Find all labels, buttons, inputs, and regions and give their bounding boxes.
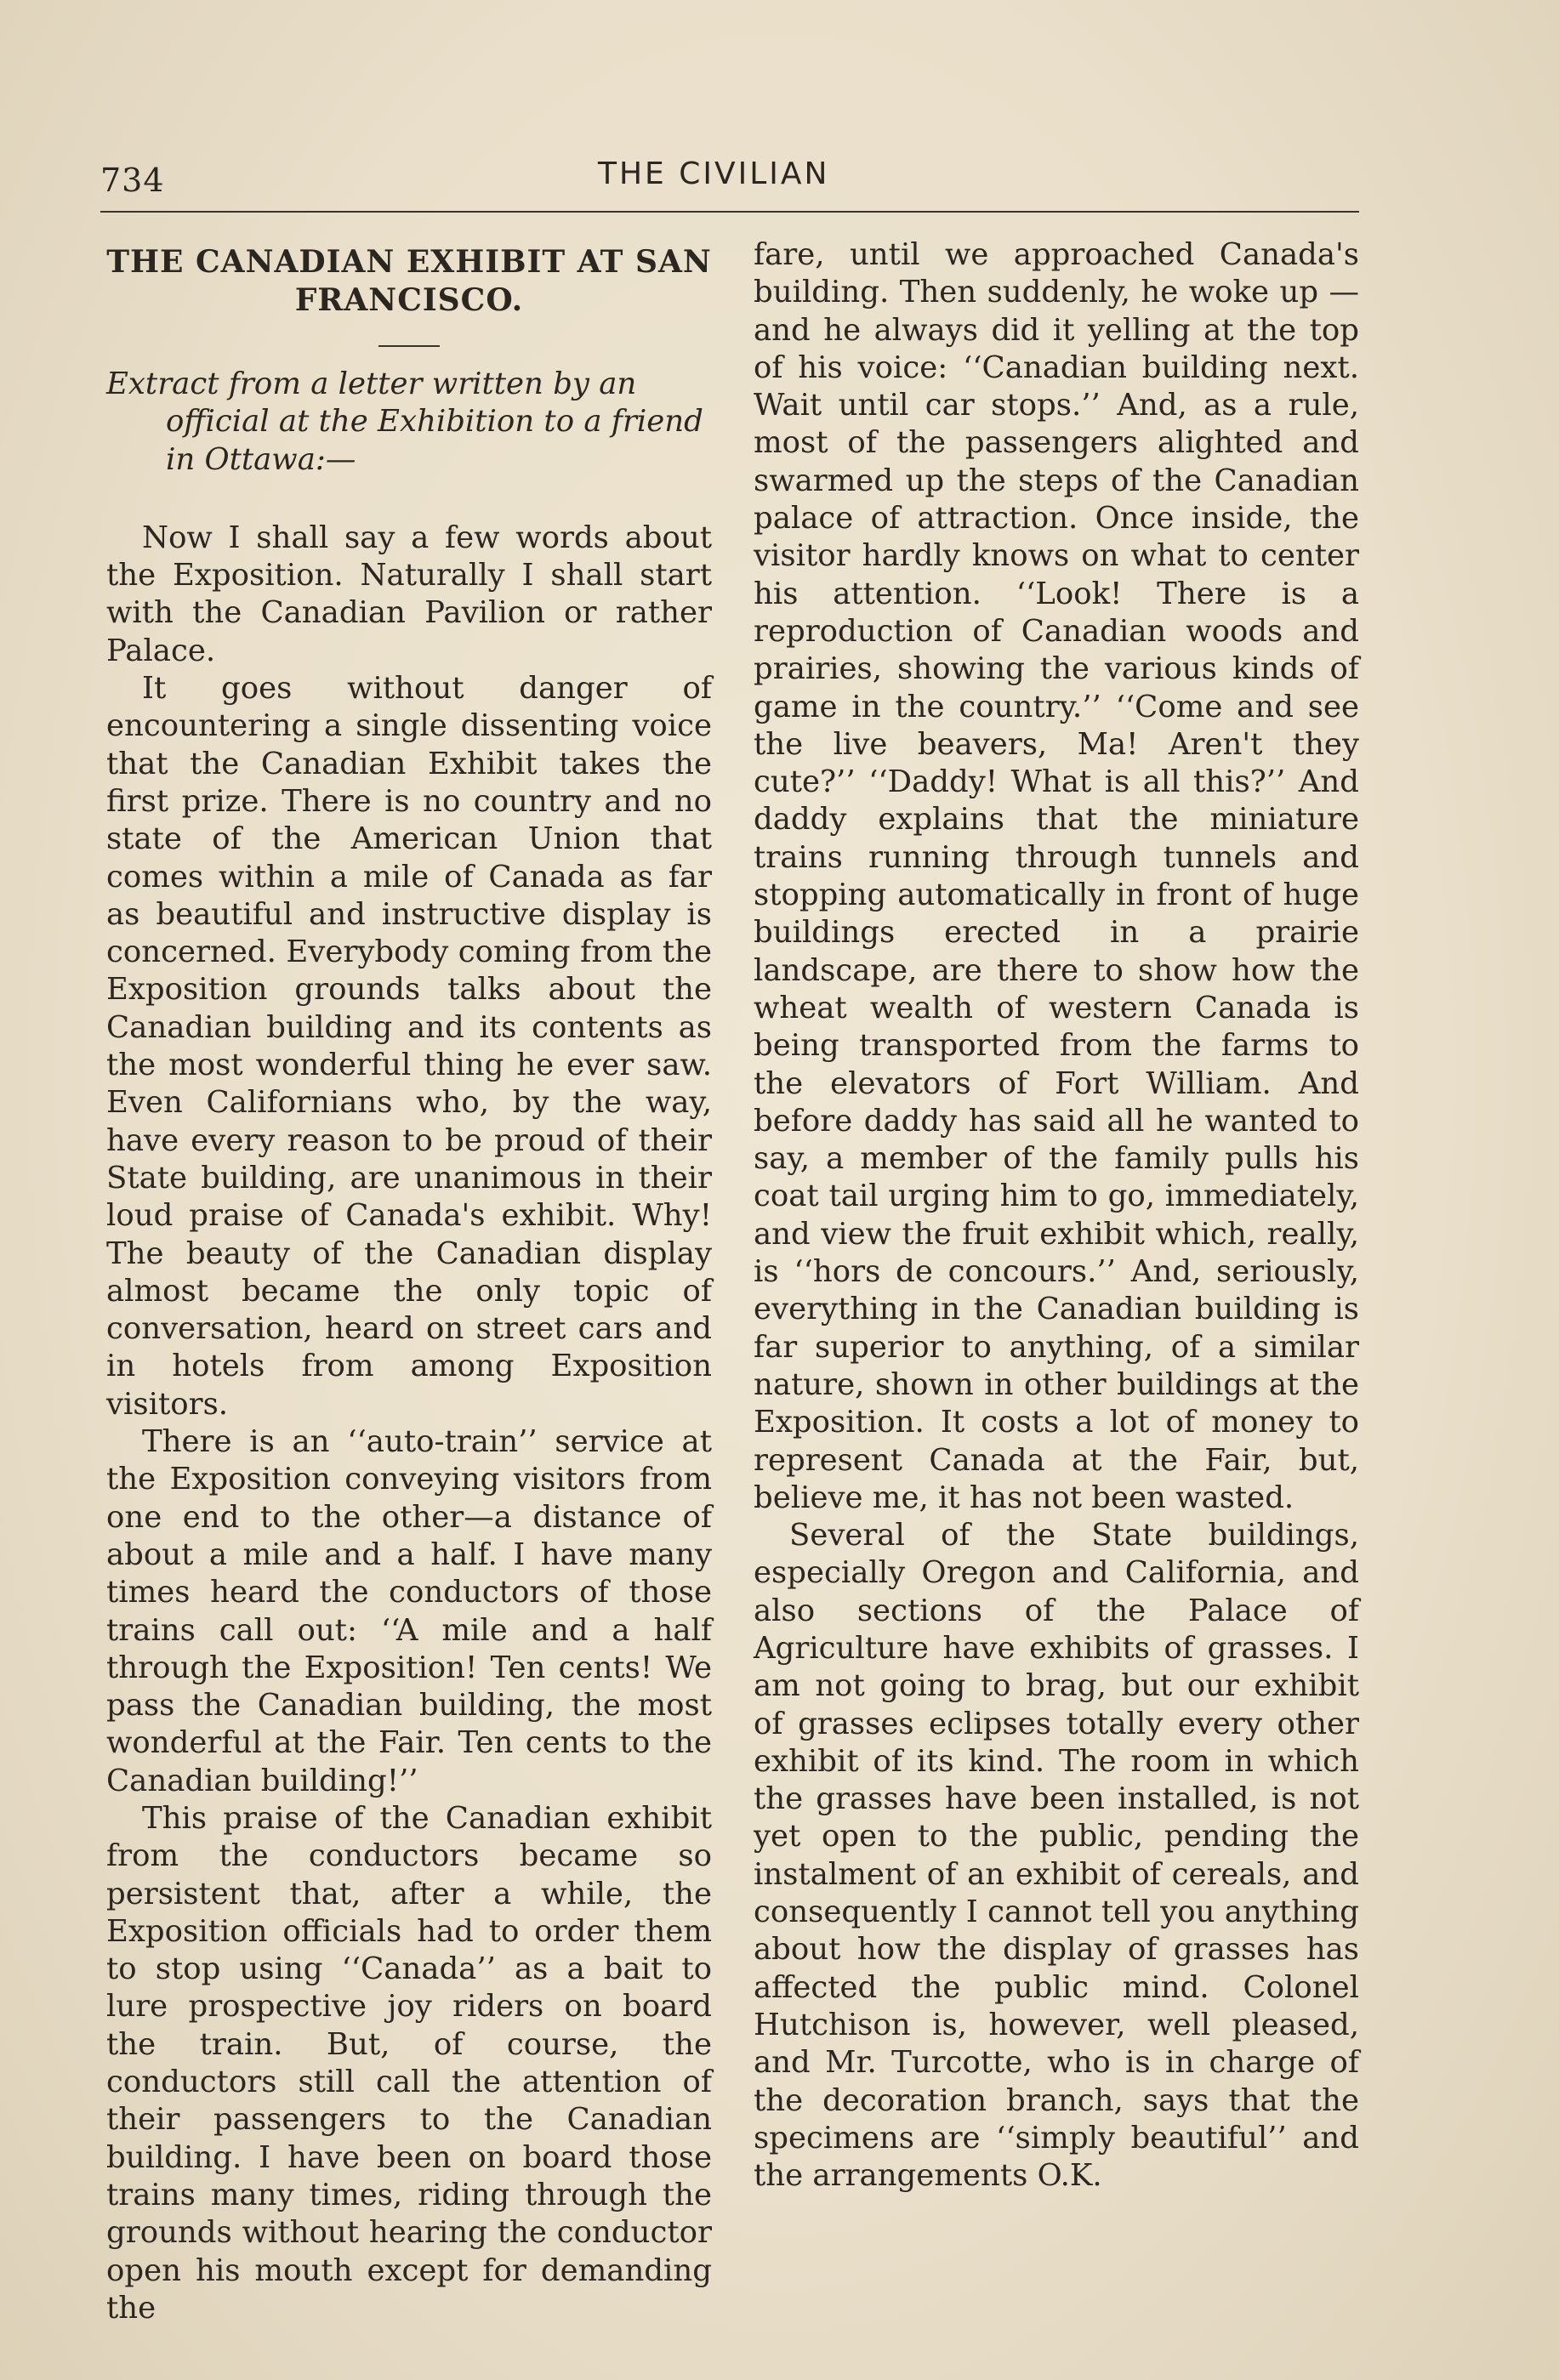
right-column xyxy=(754,236,1359,2195)
article-title: THE CANADIAN EXHIBIT AT SAN FRANCISCO. xyxy=(106,244,712,318)
left-column xyxy=(106,236,712,2327)
paragraph: There is an ‘‘auto-train’’ service at the Exposition conveying visitors from one end to the other—a distance of about a mile and a half. I have many times heard the conductors of those trains call out: ‘‘A mile and a half through the Exposition! Ten cents! We pass the Canadian building, the most wonderful at the Fair. Ten cents to the Canadian building!’’ xyxy=(106,1424,712,1798)
paragraph: It goes without danger of encountering a single dissenting voice that the Canadian Exhibit takes the first prize. There is no country and no state of the American Union that comes within a mile of Canada as far as beautiful and instructive display is concerned. Everybody coming from the Exposition grounds talks about the Canadian building and its contents as the most wonderful thing he ever saw. Even Californians who, by the way, have every reason to be proud of their State building, are unanimous in their loud praise of Canada's exhibit. Why! The beauty of the Canadian display almost became the only topic of conversation, heard on street cars and in hotels from among Exposition visitors. xyxy=(106,671,712,1422)
page-number: 734 xyxy=(100,162,165,199)
paragraph: Now I shall say a few words about the Exposition. Naturally I shall start with the Canadian Pavilion or rather Palace. xyxy=(106,520,712,668)
running-title: THE CIVILIAN xyxy=(598,156,830,191)
header-rule xyxy=(100,211,1359,213)
paragraph-continued: fare, until we approached Canada's building. Then suddenly, he woke up —and he always did it yelling at the top of his voice: ‘‘Canadian building next. Wait until car stops.’’ And, as a rule, most of the passengers alighted and swarmed up the steps of the Canadian palace of attraction. Once inside, the visitor hardly knows on what to center his attention. ‘‘Look! There is a reproduction of Canadian woods and prairies, showing the various kinds of game in the country.’’ ‘‘Come and see the live beavers, Ma! Aren't they cute?’’ ‘‘Daddy! What is all this?’’ And daddy explains that the miniature trains running through tunnels and stopping automatically in front of huge buildings erected in a prairie landscape, are there to show how the wheat wealth of western Canada is being transported from the farms to the elevators of Fort William. And before daddy has said all he wanted to say, a member of the family pulls his coat tail urging him to go, immediately, and view the fruit exhibit which, really, is ‘‘hors de concours.’’ And, seriously, everything in the Canadian building is far superior to anything, of a similar nature, shown in other buildings at the Exposition. It costs a lot of money to represent Canada at the Fair, but, believe me, it has not been wasted. xyxy=(754,237,1359,1515)
article-intro: Extract from a letter written by an official at the Exhibition to a friend in Ottawa:— xyxy=(106,366,703,477)
title-divider xyxy=(378,345,440,347)
page-header xyxy=(100,153,1359,204)
paragraph: Several of the State buildings, especially Oregon and California, and also sections of the Palace of Agriculture have exhibits of grasses. I am not going to brag, but our exhibit of grasses eclipses totally every other exhibit of its kind. The room in which the grasses have been installed, is not yet open to the public, pending the instalment of an exhibit of cereals, and consequently I cannot tell you anything about how the display of grasses has affected the public mind. Colonel Hutchison is, however, well pleased, and Mr. Turcotte, who is in charge of the decoration branch, says that the specimens are ‘‘simply beautiful’’ and the arrangements O.K. xyxy=(754,1518,1359,2194)
paragraph: This praise of the Canadian exhibit from the conductors became so persistent that, after a while, the Exposition officials had to order them to stop using ‘‘Canada’’ as a bait to lure prospective joy riders on board the train. But, of course, the conductors still call the attention of their passengers to the Canadian building. I have been on board those trains many times, riding through the grounds without hearing the conductor open his mouth except for demanding the xyxy=(106,1800,712,2326)
